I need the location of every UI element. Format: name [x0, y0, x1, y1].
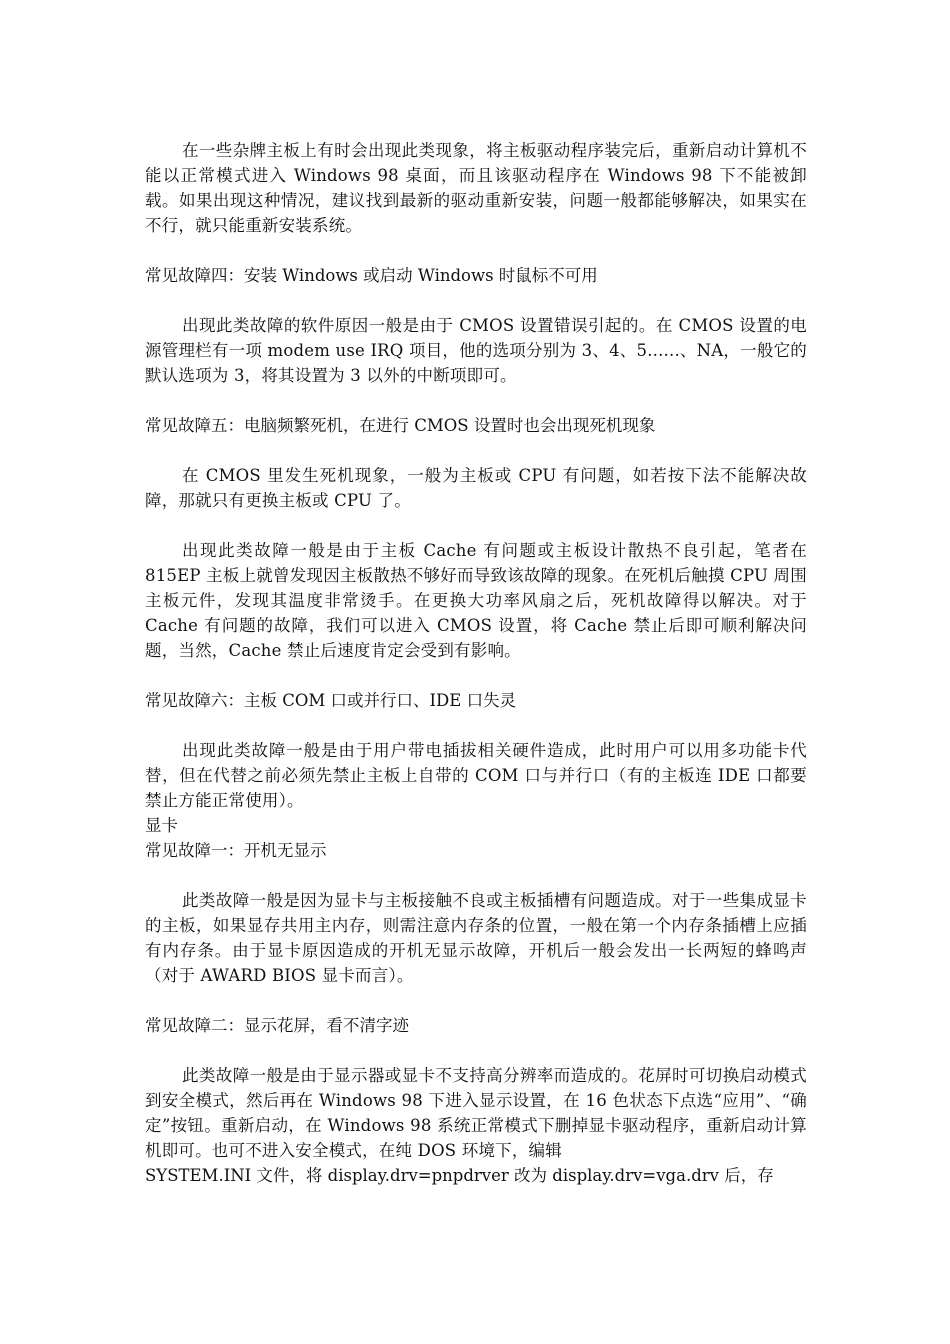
section-title-graphics-card: 显卡 — [145, 816, 178, 835]
paragraph-cmos-crash: 在 CMOS 里发生死机现象，一般为主板或 CPU 有问题，如若按下法不能解决故障，那就只有更换主板或 CPU 了。 — [145, 466, 807, 510]
paragraph-garbled-screen: 此类故障一般是由于显示器或显卡不支持高分辨率而造成的。花屏时可切换启动模式到安全模式，然后再在 Windows 98 下进入显示设置，在 16 色状态下点选“应用”、“确定”按钮。重新启动，在 Windows 98 系统正常模式下删掉显卡驱动程序，重新启动计算机即可。也可不进入安全模式，在纯 DOS 环境下，编辑 — [145, 1066, 808, 1160]
paragraph-system-ini: SYSTEM.INI 文件，将 display.drv=pnpdrver 改为 display.drv=vga.drv 后，存 — [145, 1166, 774, 1185]
paragraph-driver-reinstall: 在一些杂牌主板上有时会出现此类现象，将主板驱动程序装完后，重新启动计算机不能以正常模式进入 Windows 98 桌面，而且该驱动程序在 Windows 98 下不能被卸载。如果出现这种情况，建议找到最新的驱动重新安装，问题一般都能够解决，如果实在不行，就只能重新安装系统。 — [145, 141, 807, 235]
paragraph-cache-cooling: 出现此类故障一般是由于主板 Cache 有问题或主板设计散热不良引起，笔者在 815EP 主板上就曾发现因主板散热不够好而导致该故障的现象。在死机后触摸 CPU 周围主板元件，发现其温度非常烫手。在更换大功率风扇之后，死机故障得以解决。对于 Cache 有问题的故障，我们可以进入 CMOS 设置，将 Cache 禁止后即可顺利解决问题，当然，Cache 禁止后速度肯定会受到有影响。 — [145, 541, 807, 660]
paragraph-com-port: 出现此类故障一般是由于用户带电插拔相关硬件造成，此时用户可以用多功能卡代替，但在代替之前必须先禁止主板上自带的 COM 口与并行口（有的主板连 IDE 口都要禁止方能正常使用）。 — [145, 741, 807, 810]
heading-gpu-fault-1: 常见故障一：开机无显示 — [145, 841, 327, 860]
heading-gpu-fault-2: 常见故障二：显示花屏，看不清字迹 — [145, 1016, 409, 1035]
document-page — [145, 138, 807, 1188]
paragraph-no-display: 此类故障一般是因为显卡与主板接触不良或主板插槽有问题造成。对于一些集成显卡的主板，如果显存共用主内存，则需注意内存条的位置，一般在第一个内存条插槽上应插有内存条。由于显卡原因造成的开机无显示故障，开机后一般会发出一长两短的蜂鸣声（对于 AWARD BIOS 显卡而言）。 — [145, 891, 807, 985]
heading-fault-5: 常见故障五：电脑频繁死机，在进行 CMOS 设置时也会出现死机现象 — [145, 416, 656, 435]
heading-fault-4: 常见故障四：安装 Windows 或启动 Windows 时鼠标不可用 — [145, 266, 598, 285]
paragraph-mouse-irq: 出现此类故障的软件原因一般是由于 CMOS 设置错误引起的。在 CMOS 设置的电源管理栏有一项 modem use IRQ 项目，他的选项分别为 3、4、5......、NA，一般它的默认选项为 3，将其设置为 3 以外的中断项即可。 — [145, 316, 807, 385]
heading-fault-6: 常见故障六：主板 COM 口或并行口、IDE 口失灵 — [145, 691, 517, 710]
